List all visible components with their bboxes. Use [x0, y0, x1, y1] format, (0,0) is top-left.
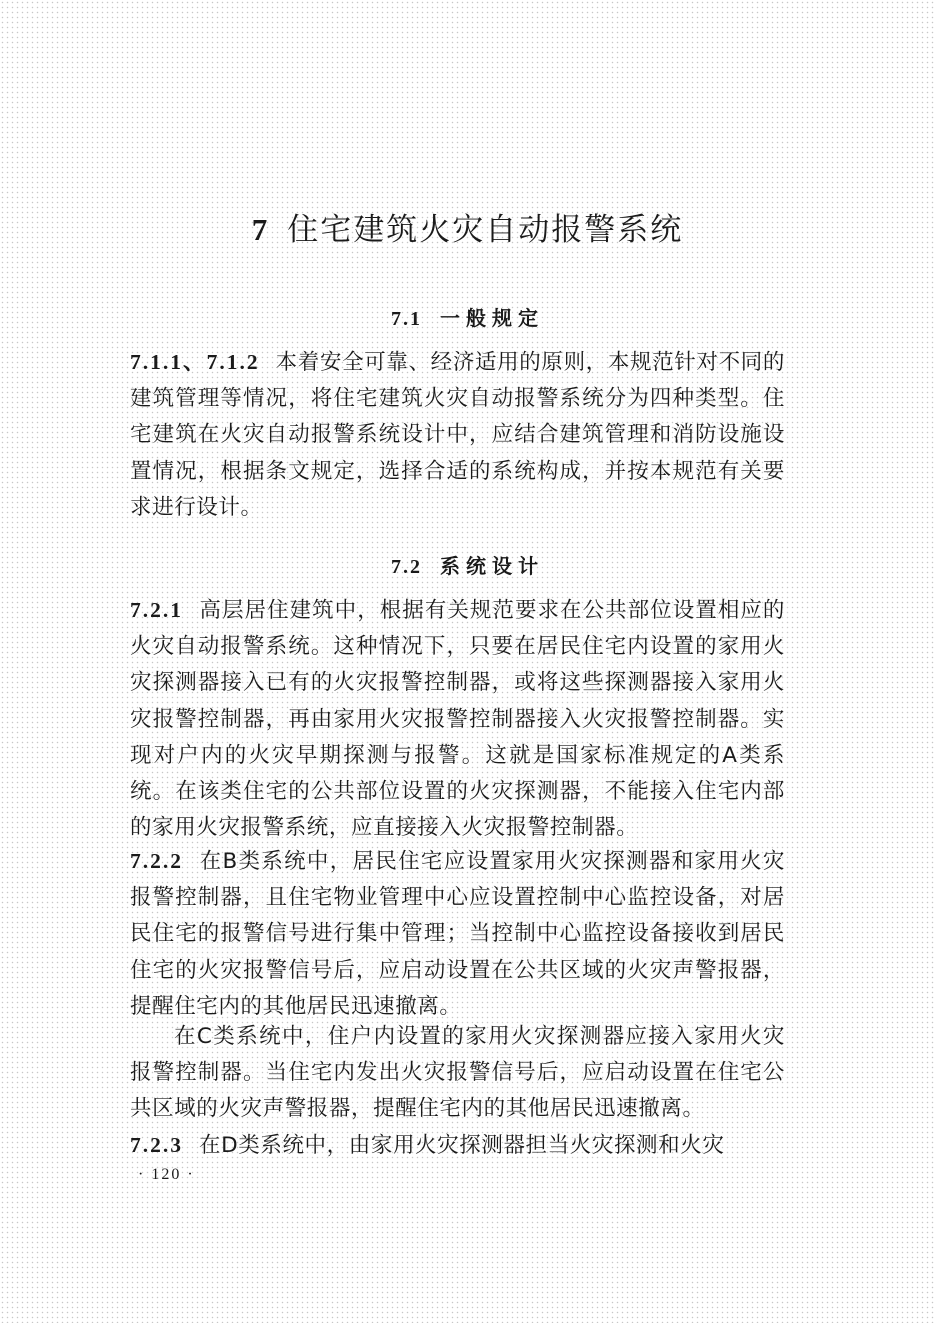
chapter-number: 7	[251, 212, 270, 247]
paragraph-text: 在B类系统中，居民住宅应设置家用火灾探测器和家用火灾报警控制器，且住宅物业管理中心应设置控制中心监控设备，对居民住宅的报警信号进行集中管理；当控制中心监控设备接收到居民住宅的火灾报警信号后，应启动设置在公共区域的火灾声警报器，提醒住宅内的其他居民迅速撤离。	[130, 849, 785, 1019]
section-title-text: 系统设计	[440, 554, 544, 578]
paragraph-text: 高层居住建筑中，根据有关规范要求在公共部位设置相应的火灾自动报警系统。这种情况下，只要在居民住宅内设置的家用火灾探测器接入已有的火灾报警控制器，或将这些探测器接入家用火灾报警控制器，再由家用火灾报警控制器接入火灾报警控制器。实现对户内的火灾早期探测与报警。这就是国家标准规定的A类系统。在该类住宅的公共部位设置的火灾探测器，不能接入住宅内部的家用火灾报警系统，应直接接入火灾报警控制器。	[130, 598, 785, 841]
paragraph-7-2-3	[130, 1127, 785, 1164]
clause-number: 7.1.1、7.1.2	[130, 350, 260, 374]
paragraph-7-1-1	[130, 344, 785, 526]
section-title-7-2	[0, 550, 935, 579]
paragraph-7-2-2	[130, 843, 785, 1025]
page-number: · 120 ·	[138, 1166, 195, 1183]
paragraph-text: 在C类系统中，住户内设置的家用火灾探测器应接入家用火灾报警控制器。当住宅内发出火灾报警信号后，应启动设置在住宅公共区域的火灾声警报器，提醒住宅内的其他居民迅速撤离。	[130, 1024, 785, 1122]
paragraph-7-2-1	[130, 592, 785, 846]
chapter-title	[0, 204, 935, 249]
paragraph-text: 本着安全可靠、经济适用的原则，本规范针对不同的建筑管理等情况，将住宅建筑火灾自动报警系统分为四种类型。住宅建筑在火灾自动报警系统设计中，应结合建筑管理和消防设施设置情况，根据条文规定，选择合适的系统构成，并按本规范有关要求进行设计。	[130, 350, 785, 520]
chapter-title-text: 住宅建筑火灾自动报警系统	[287, 212, 684, 248]
clause-number: 7.2.2	[130, 849, 183, 873]
section-title-text: 一般规定	[440, 306, 544, 330]
section-number: 7.2	[391, 556, 422, 578]
clause-number: 7.2.1	[130, 598, 183, 622]
section-number: 7.1	[391, 308, 422, 330]
section-title-7-1	[0, 302, 935, 331]
clause-number: 7.2.3	[130, 1133, 183, 1157]
paragraph-text: 在D类系统中，由家用火灾探测器担当火灾探测和火灾	[199, 1133, 725, 1158]
paragraph-c-system	[130, 1019, 785, 1128]
